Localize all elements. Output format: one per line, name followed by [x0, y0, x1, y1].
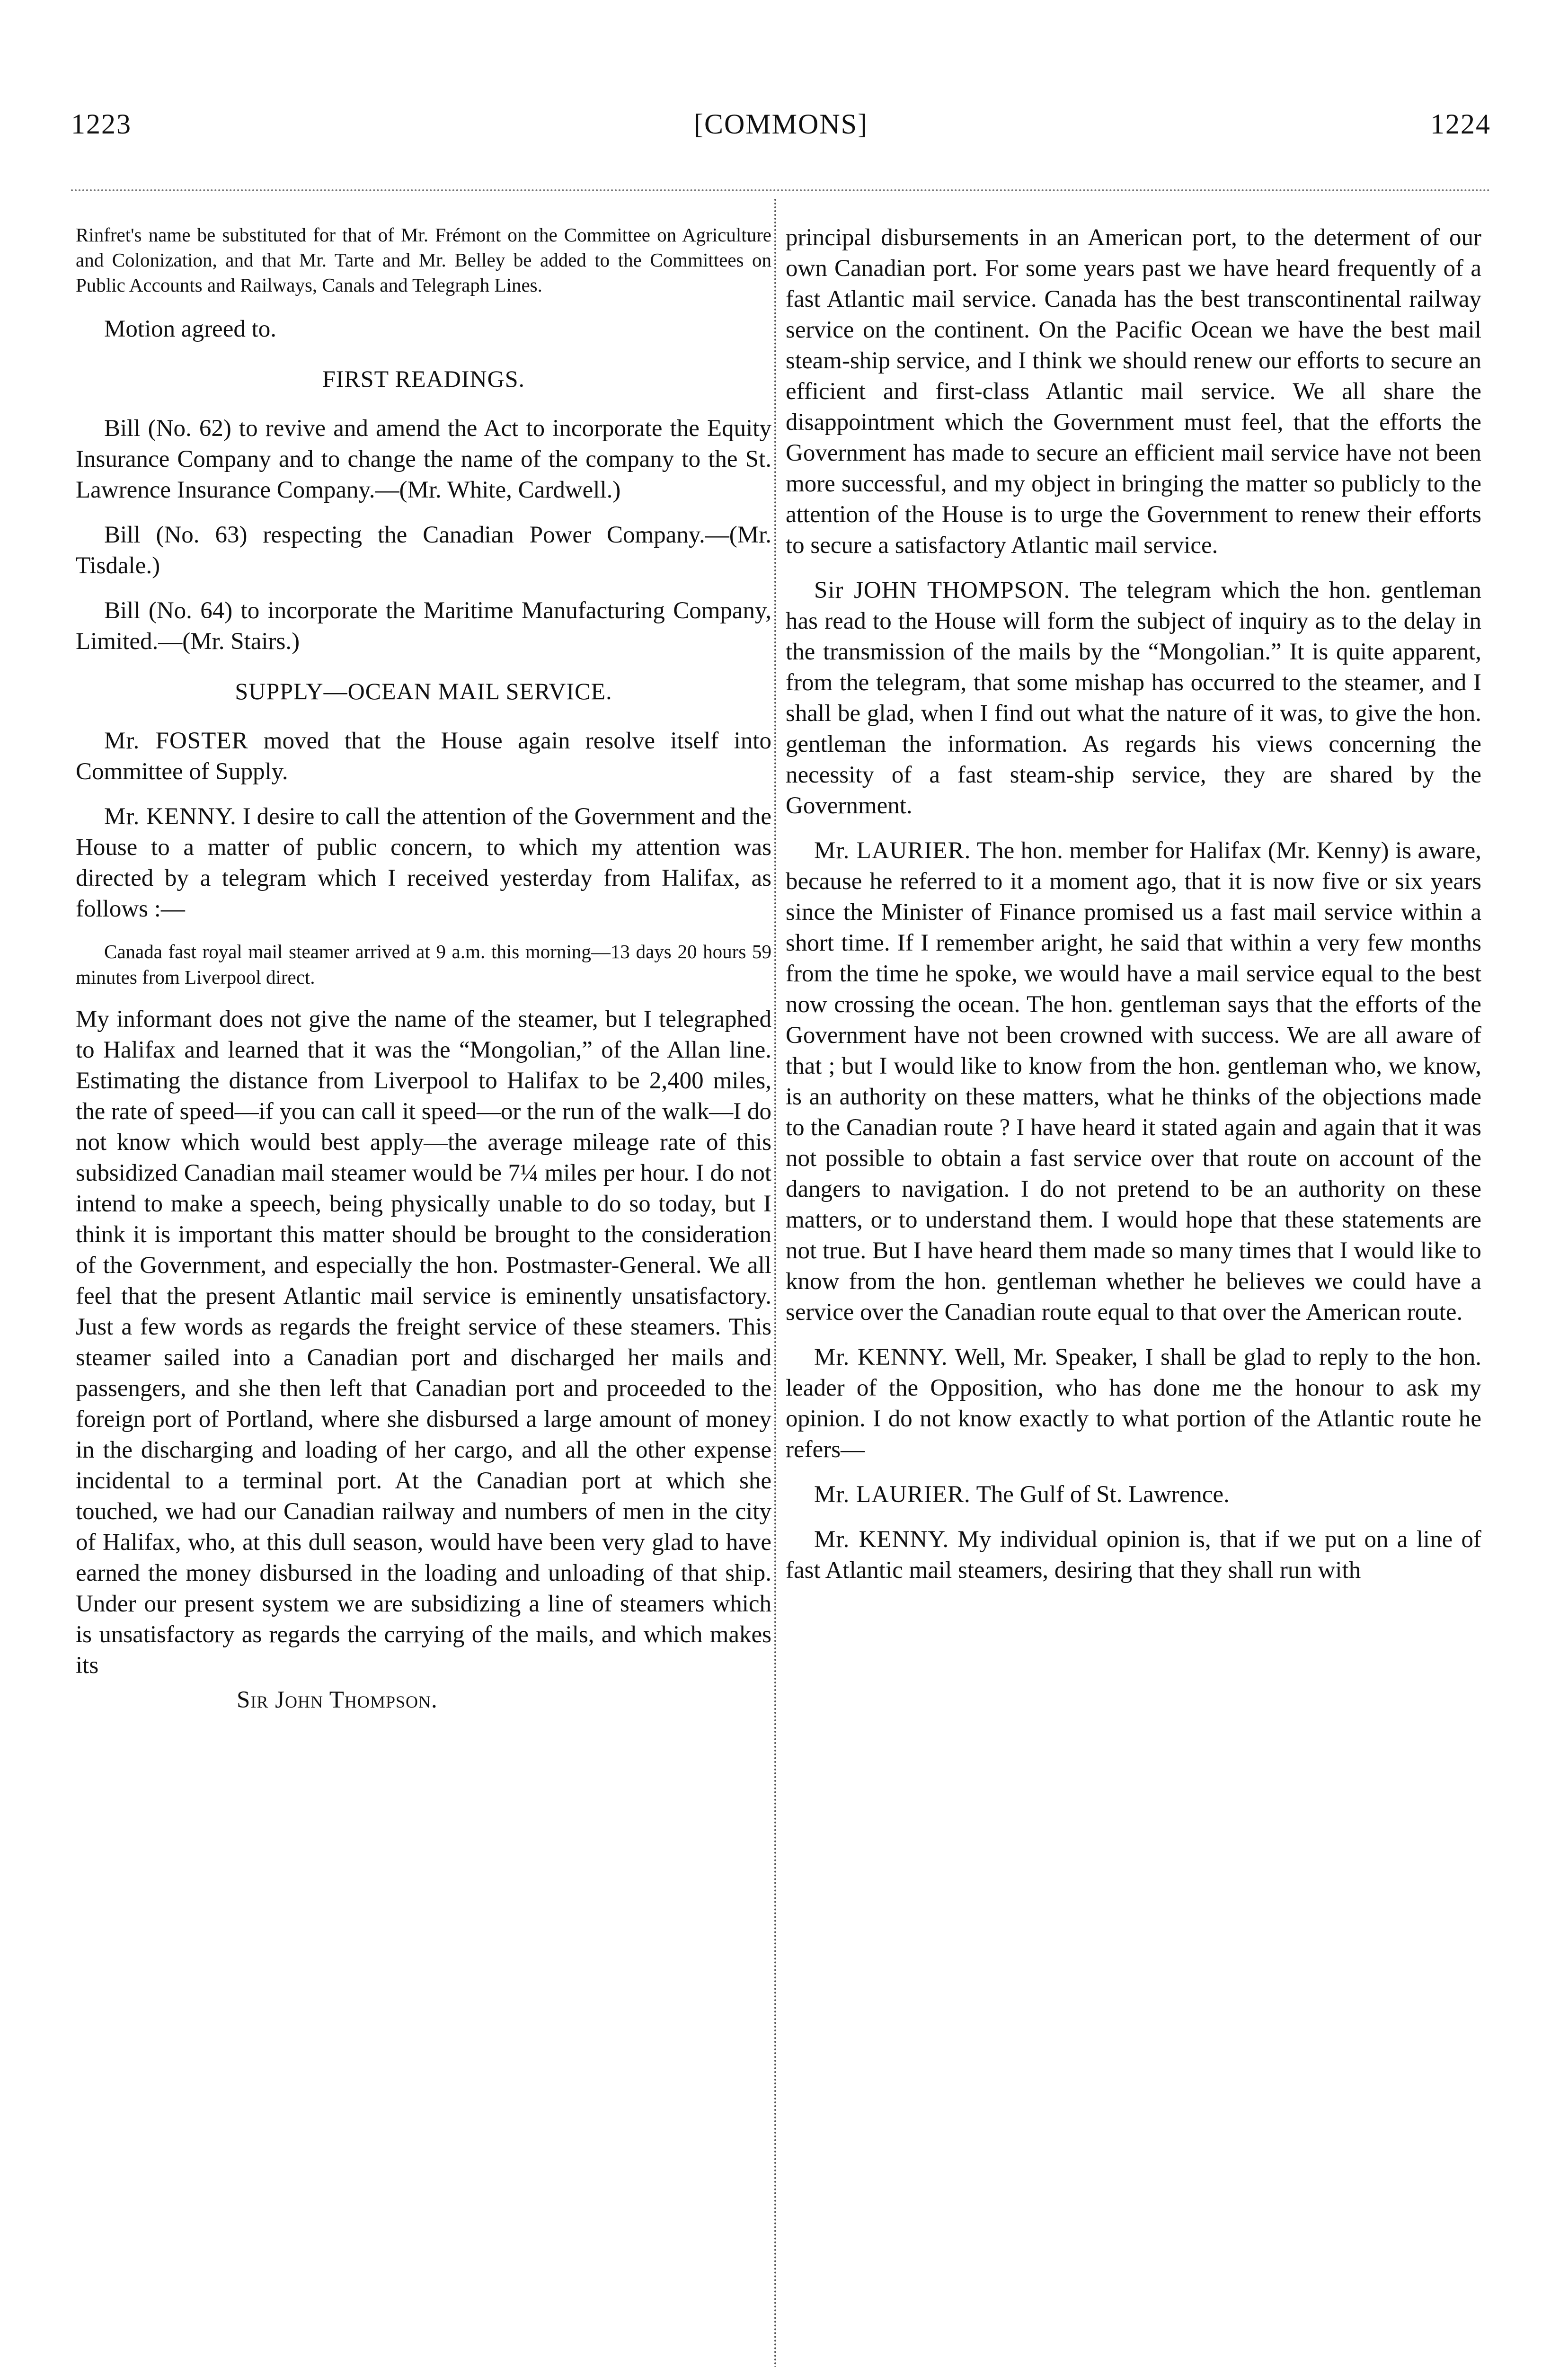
- foster-speech: [76, 726, 771, 787]
- speaker-name: Mr. KENNY.: [814, 1344, 948, 1370]
- running-title: [COMMONS]: [693, 108, 868, 140]
- page-header: [71, 108, 1491, 151]
- kenny-reply: [786, 1342, 1481, 1465]
- speaker-name: Mr. KENNY.: [104, 803, 237, 830]
- speech-text: I desire to call the attention of the Government and the House to a matter of public concern, to which my attention was directed by a telegram which I received yesterday from Halifax, as follows :—: [76, 803, 771, 922]
- bill-64: Bill (No. 64) to incorporate the Maritime Manufacturing Company, Limited.—(Mr. Stairs.): [76, 597, 771, 655]
- motion-agreed: Motion agreed to.: [104, 316, 276, 342]
- speech-text: The hon. member for Halifax (Mr. Kenny) is aware, because he referred to it a moment ago, that it is now five or six years since the Minister of Finance promised us a fast mail service within a short time. If I remember aright, he said that within a very few months from the time he spoke, we would have a mail service equal to the best now crossing the ocean. The hon. gentleman says that the efforts of the Government have not been crowned with success. We are all aware of that ; but I would like to know from the hon. gentleman who, we know, is an authority on these matters, what he thinks of the objections made to the Canadian route ? I have heard it stated again and again that it was not possible to obtain a fast service over that route on account of the dangers to navigation. I do not pretend to be an authority on these matters, or to understand them. I would hope that these statements are not true. But I have heard them made so many times that I would like to know from the hon. gentleman whether he believes we could have a service over the Canadian route equal to that over the American route.: [786, 837, 1481, 1326]
- kenny-speech-continued: My informant does not give the name of the steamer, but I telegraphed to Halifax and learned that it was the “Mongolian,” of the Allan line. Estimating the distance from Liverpool to Halifax to be 2,400 miles, the rate of speed—if you can call it speed—or the run of the walk—I do not know which would best apply—the average mileage rate of this subsidized Canadian mail steamer would be 7¼ miles per hour. I do not intend to make a speech, being physically unable to do so today, but I think it is important this matter should be brought to the consideration of the Government, and especially the hon. Postmaster-General. We all feel that the present Atlantic mail service is eminently unsatisfactory. Just a few words as regards the freight service of these steamers. This steamer sailed into a Canadian port and discharged her mails and passengers, and she then left that Canadian port and proceeded to the foreign port of Portland, where she disbursed a large amount of money in the discharging and loading of her cargo, and all the other expense incidental to a terminal port. At the Canadian port at which she touched, we had our Canadian railway and numbers of men in the city of Halifax, who, at this dull season, would have been very glad to have earned the money disbursed in the loading and unloading of that ship. Under our present system we are subsidizing a line of steamers which is unsatisfactory as regards the carrying of the mails, and which makes its: [76, 1006, 771, 1679]
- page-number-left: 1223: [71, 108, 132, 140]
- speech-text: The telegram which the hon. gentleman has read to the House will form the subject of inquiry as to the delay in the transmission of the mails by the “Mongolian.” It is quite apparent, from the telegram, that some mishap has occurred to the steamer, and I shall be glad, when I find out what the nature of it was, to give the hon. gentleman the information. As regards his views concerning the necessity of a fast steam-ship service, they are shared by the Government.: [786, 577, 1481, 819]
- telegram-quote: Canada fast royal mail steamer arrived at 9 a.m. this morning—13 days 20 hours 59 minutes from Liverpool direct.: [76, 941, 771, 988]
- speaker-name: Sir JOHN THOMPSON.: [814, 577, 1071, 604]
- column-divider: [774, 199, 776, 2367]
- kenny-speech-continued-right: principal disbursements in an American port, to the determent of our own Canadian port. For some years past we have heard frequently of a fast Atlantic mail service. Canada has the best transcontinental railway service on the continent. On the Pacific Ocean we have the best mail steam-ship service, and I think we should renew our efforts to secure an efficient and first-class Atlantic mail service. We all share the disappointment which the Government must feel, that the efforts the Government has made to secure an efficient mail service have not been more successful, and my object in bringing the matter so publicly to the attention of the House is to urge the Government to renew their efforts to secure a satisfactory Atlantic mail service.: [786, 224, 1481, 559]
- speech-text: moved that the House again resolve itself into Committee of Supply.: [76, 728, 771, 785]
- laurier-speech: [786, 836, 1481, 1328]
- page-number-right: 1224: [1430, 108, 1491, 140]
- bill-63: Bill (No. 63) respecting the Canadian Power Company.—(Mr. Tisdale.): [76, 522, 771, 579]
- bill-62: Bill (No. 62) to revive and amend the Act to incorporate the Equity Insurance Company and to change the name of the company to the St. Lawrence Insurance Company.—(Mr. White, Cardwell.): [76, 415, 771, 503]
- left-column: [76, 222, 771, 2367]
- column-footer-name: Sir John Thompson.: [237, 1687, 438, 1713]
- section-heading-ocean-mail: SUPPLY—OCEAN MAIL SERVICE.: [235, 678, 612, 704]
- thompson-speech: [786, 575, 1481, 821]
- speech-text: My individual opinion is, that if we put on a line of fast Atlantic mail steamers, desiring that they shall run with: [786, 1526, 1481, 1584]
- speech-text: The Gulf of St. Lawrence.: [970, 1481, 1230, 1508]
- motion-paragraph: Rinfret's name be substituted for that of Mr. Frémont on the Committee on Agriculture and Colonization, and that Mr. Tarte and Mr. Belley be added to the Committees on Public Accounts and Railways, Canals and Telegraph Lines.: [76, 224, 771, 296]
- header-rule: [71, 189, 1491, 191]
- section-heading-first-readings: FIRST READINGS.: [322, 365, 525, 392]
- speaker-name: Mr. LAURIER.: [814, 837, 971, 864]
- speaker-name: Mr. FOSTER: [104, 728, 248, 754]
- kenny-opinion: [786, 1524, 1481, 1586]
- speaker-name: Mr. LAURIER.: [814, 1481, 971, 1508]
- speech-text: Well, Mr. Speaker, I shall be glad to reply to the hon. leader of the Opposition, who has done me the honour to ask my opinion. I do not know exactly to what portion of the Atlantic route he refers—: [786, 1344, 1481, 1463]
- right-column: [786, 222, 1481, 2367]
- laurier-interjection: [786, 1479, 1481, 1510]
- speaker-name: Mr. KENNY.: [814, 1526, 949, 1553]
- kenny-speech: [76, 801, 771, 925]
